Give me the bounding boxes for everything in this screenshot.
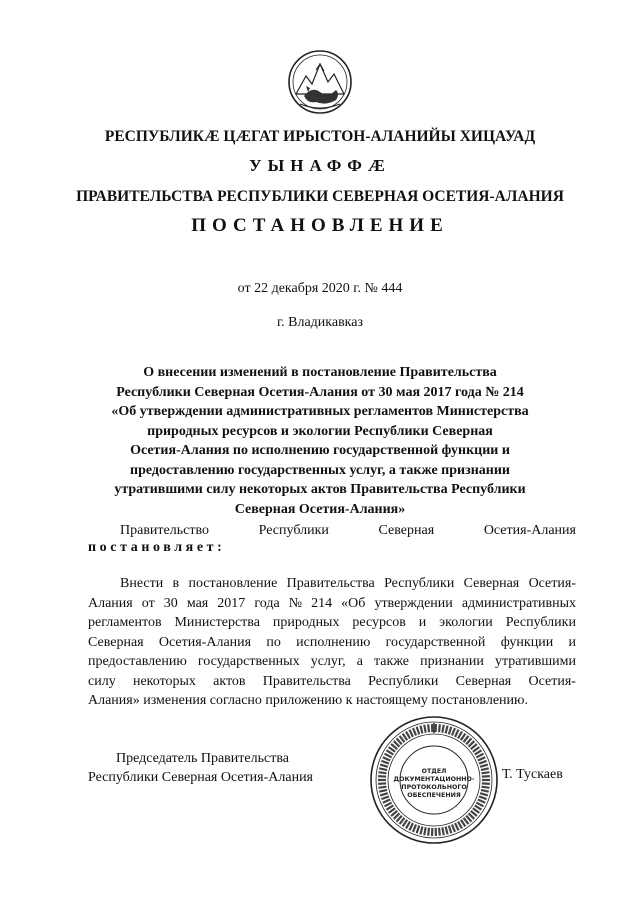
seal-ring-mark <box>442 827 443 835</box>
body-line <box>88 594 576 614</box>
seal-ring-mark <box>458 822 462 829</box>
body-word: силу <box>88 673 116 689</box>
seal-ring-mark <box>406 822 410 829</box>
seal-ring-mark <box>417 826 419 834</box>
signatory-name: Т. Тускаев <box>502 767 563 782</box>
body-word: Северная <box>463 576 520 591</box>
body-word: и <box>418 615 427 630</box>
seal-ring-mark <box>385 803 392 807</box>
body-word: услуг, <box>310 654 346 669</box>
coat-of-arms-emblem <box>286 46 354 118</box>
body-word: некоторых <box>132 673 196 689</box>
seal-ring-mark <box>424 827 425 835</box>
seal-ring-mark <box>428 724 429 732</box>
seal-ring-mark <box>476 803 483 807</box>
seal-ring-mark <box>383 757 390 760</box>
seal-ring-mark <box>439 828 440 836</box>
seal-ring-mark <box>480 765 488 767</box>
seal-text-line: ОБЕСПЕЧЕНИЯ <box>407 792 461 799</box>
body-word: Правительства <box>286 576 375 591</box>
title-line: предоставлению государственных услуг, а также признании <box>130 462 510 478</box>
body-word: Республики <box>384 576 455 591</box>
body-word: административных <box>461 595 576 611</box>
body-word: государственной <box>385 634 486 650</box>
seal-ring-mark <box>385 754 392 758</box>
body-line <box>88 633 576 653</box>
government-title-russian: ПРАВИТЕЛЬСТВА РЕСПУБЛИКИ СЕВЕРНАЯ ОСЕТИЯ-АЛАНИЯ <box>76 188 564 205</box>
seal-ring-mark <box>479 761 487 764</box>
body-word: Правительства <box>262 673 351 689</box>
title-line: О внесении изменений в постановление Правительства <box>143 365 497 380</box>
preamble-word: Осетия-Алания <box>483 523 576 538</box>
seal-center-text <box>372 768 496 800</box>
body-word: предоставлению <box>88 654 187 669</box>
body-word: в <box>172 576 180 591</box>
seal-ring-mark <box>452 825 455 832</box>
body-word: Осетия- <box>528 673 576 689</box>
title-line: Республики Северная Осетия-Алания от 30 мая 2017 года № 214 <box>116 384 524 400</box>
body-word: 214 <box>311 595 333 611</box>
seal-ring-mark <box>424 725 425 733</box>
body-word: 30 <box>163 595 178 611</box>
body-word: Республики <box>505 615 576 630</box>
title-line: природных ресурсов и экологии Республики Северная <box>147 423 493 439</box>
preamble-word: Правительство <box>120 523 209 538</box>
body-word: признании <box>420 654 484 669</box>
body-word: от <box>141 595 155 611</box>
body-word: государственных <box>197 654 300 669</box>
seal-ring-mark <box>406 732 410 739</box>
preamble <box>88 523 576 556</box>
document-subject-title <box>90 363 550 519</box>
body-word: а <box>356 654 363 669</box>
seal-ring-mark <box>381 761 389 764</box>
body-word: утверждении <box>374 595 453 611</box>
body-word: актов <box>213 673 246 689</box>
signatory-position-line: Республики Северная Осетия-Алания <box>88 770 313 785</box>
body-word: Северная <box>88 634 144 650</box>
body-word: постановление <box>188 576 278 591</box>
republic-title-ossetian: РЕСПУБЛИКӔ ЦӔГАТ ИРЫСТОН-АЛАНИЙЫ ХИЦАУАД <box>104 128 536 145</box>
document-city: г. Владикавказ <box>276 315 364 330</box>
body-word: № <box>288 595 303 611</box>
seal-text-line: ОТДЕЛ <box>421 768 447 775</box>
title-line: «Об утверждении административных регламентов Министерства <box>111 404 529 419</box>
title-line: Осетия-Алания по исполнению государственной функции и <box>130 443 510 458</box>
body-word: 2017 <box>217 595 246 611</box>
body-line <box>88 574 576 594</box>
body-word: также <box>374 654 410 669</box>
signatory-position-line: Председатель Правительства <box>116 751 289 766</box>
body-word: экологии <box>439 615 493 630</box>
seal-ring-mark <box>417 727 419 735</box>
body-word: мая <box>186 595 209 611</box>
seal-ring-mark <box>428 828 429 836</box>
body-word: Министерства <box>174 615 260 630</box>
body-word: Осетия-Алания <box>158 634 252 650</box>
seal-ring-mark <box>449 826 451 834</box>
seal-ring-mark <box>455 823 459 830</box>
body-word: природных <box>272 615 340 630</box>
body-line: Алания» изменения согласно приложению к настоящему постановлению. <box>88 693 528 708</box>
seal-ring-mark <box>442 725 443 733</box>
body-word: по <box>266 634 281 650</box>
preamble-word: Республики <box>258 523 329 538</box>
body-word: Внести <box>120 576 164 591</box>
seal-ring-mark <box>409 823 413 830</box>
body-word: Северная <box>455 673 512 689</box>
seal-ring-mark <box>439 724 440 732</box>
seal-ring-mark <box>413 825 416 832</box>
resolution-title-russian: ПОСТАНОВЛЕНИЕ <box>191 215 449 236</box>
body-word: исполнению <box>296 634 371 650</box>
resolves-verb: постановляет: <box>88 540 226 555</box>
seal-ring-mark <box>420 726 422 734</box>
body-word: «Об <box>341 595 366 611</box>
seal-ring-mark <box>409 730 413 737</box>
signatory-position <box>88 749 313 787</box>
preamble-word: Северная <box>378 523 435 538</box>
resolution-body <box>88 574 576 711</box>
body-word: функции <box>500 634 554 650</box>
title-line: утратившими силу некоторых актов Правительства Республики <box>114 482 526 497</box>
body-word: утратившими <box>494 654 576 669</box>
body-word: Осетия- <box>528 576 576 591</box>
seal-ring-mark <box>380 765 388 767</box>
seal-ring-mark <box>452 728 455 735</box>
seal-ring-mark <box>446 827 448 835</box>
seal-ring-mark <box>383 800 390 803</box>
body-word: регламентов <box>88 615 162 630</box>
body-word: года <box>254 595 280 611</box>
seal-ring-mark <box>449 727 451 735</box>
body-word: Республики <box>368 673 439 689</box>
seal-ring-mark <box>420 827 422 835</box>
seal-ring-mark <box>413 728 416 735</box>
seal-ring-mark <box>455 730 459 737</box>
resolution-title-ossetian: УЫНАФФӔ <box>249 156 391 175</box>
seal-text-line: ПРОТОКОЛЬНОГО <box>401 784 467 791</box>
body-word: ресурсов <box>352 615 406 630</box>
body-word: Алания <box>88 595 133 611</box>
title-line: Северная Осетия-Алания» <box>234 501 406 517</box>
document-date-number: от 22 декабря 2020 г. № 444 <box>237 281 403 296</box>
body-line <box>88 613 576 633</box>
seal-ring-mark <box>458 732 462 739</box>
seal-ring-mark <box>478 800 485 803</box>
seal-ring-mark <box>446 726 448 734</box>
seal-ring-mark <box>478 757 485 760</box>
body-word: и <box>568 634 576 650</box>
seal-text-line: ДОКУМЕНТАЦИОННО- <box>393 776 475 783</box>
body-line <box>88 652 576 672</box>
seal-ring-mark <box>476 754 483 758</box>
body-line <box>88 672 576 692</box>
